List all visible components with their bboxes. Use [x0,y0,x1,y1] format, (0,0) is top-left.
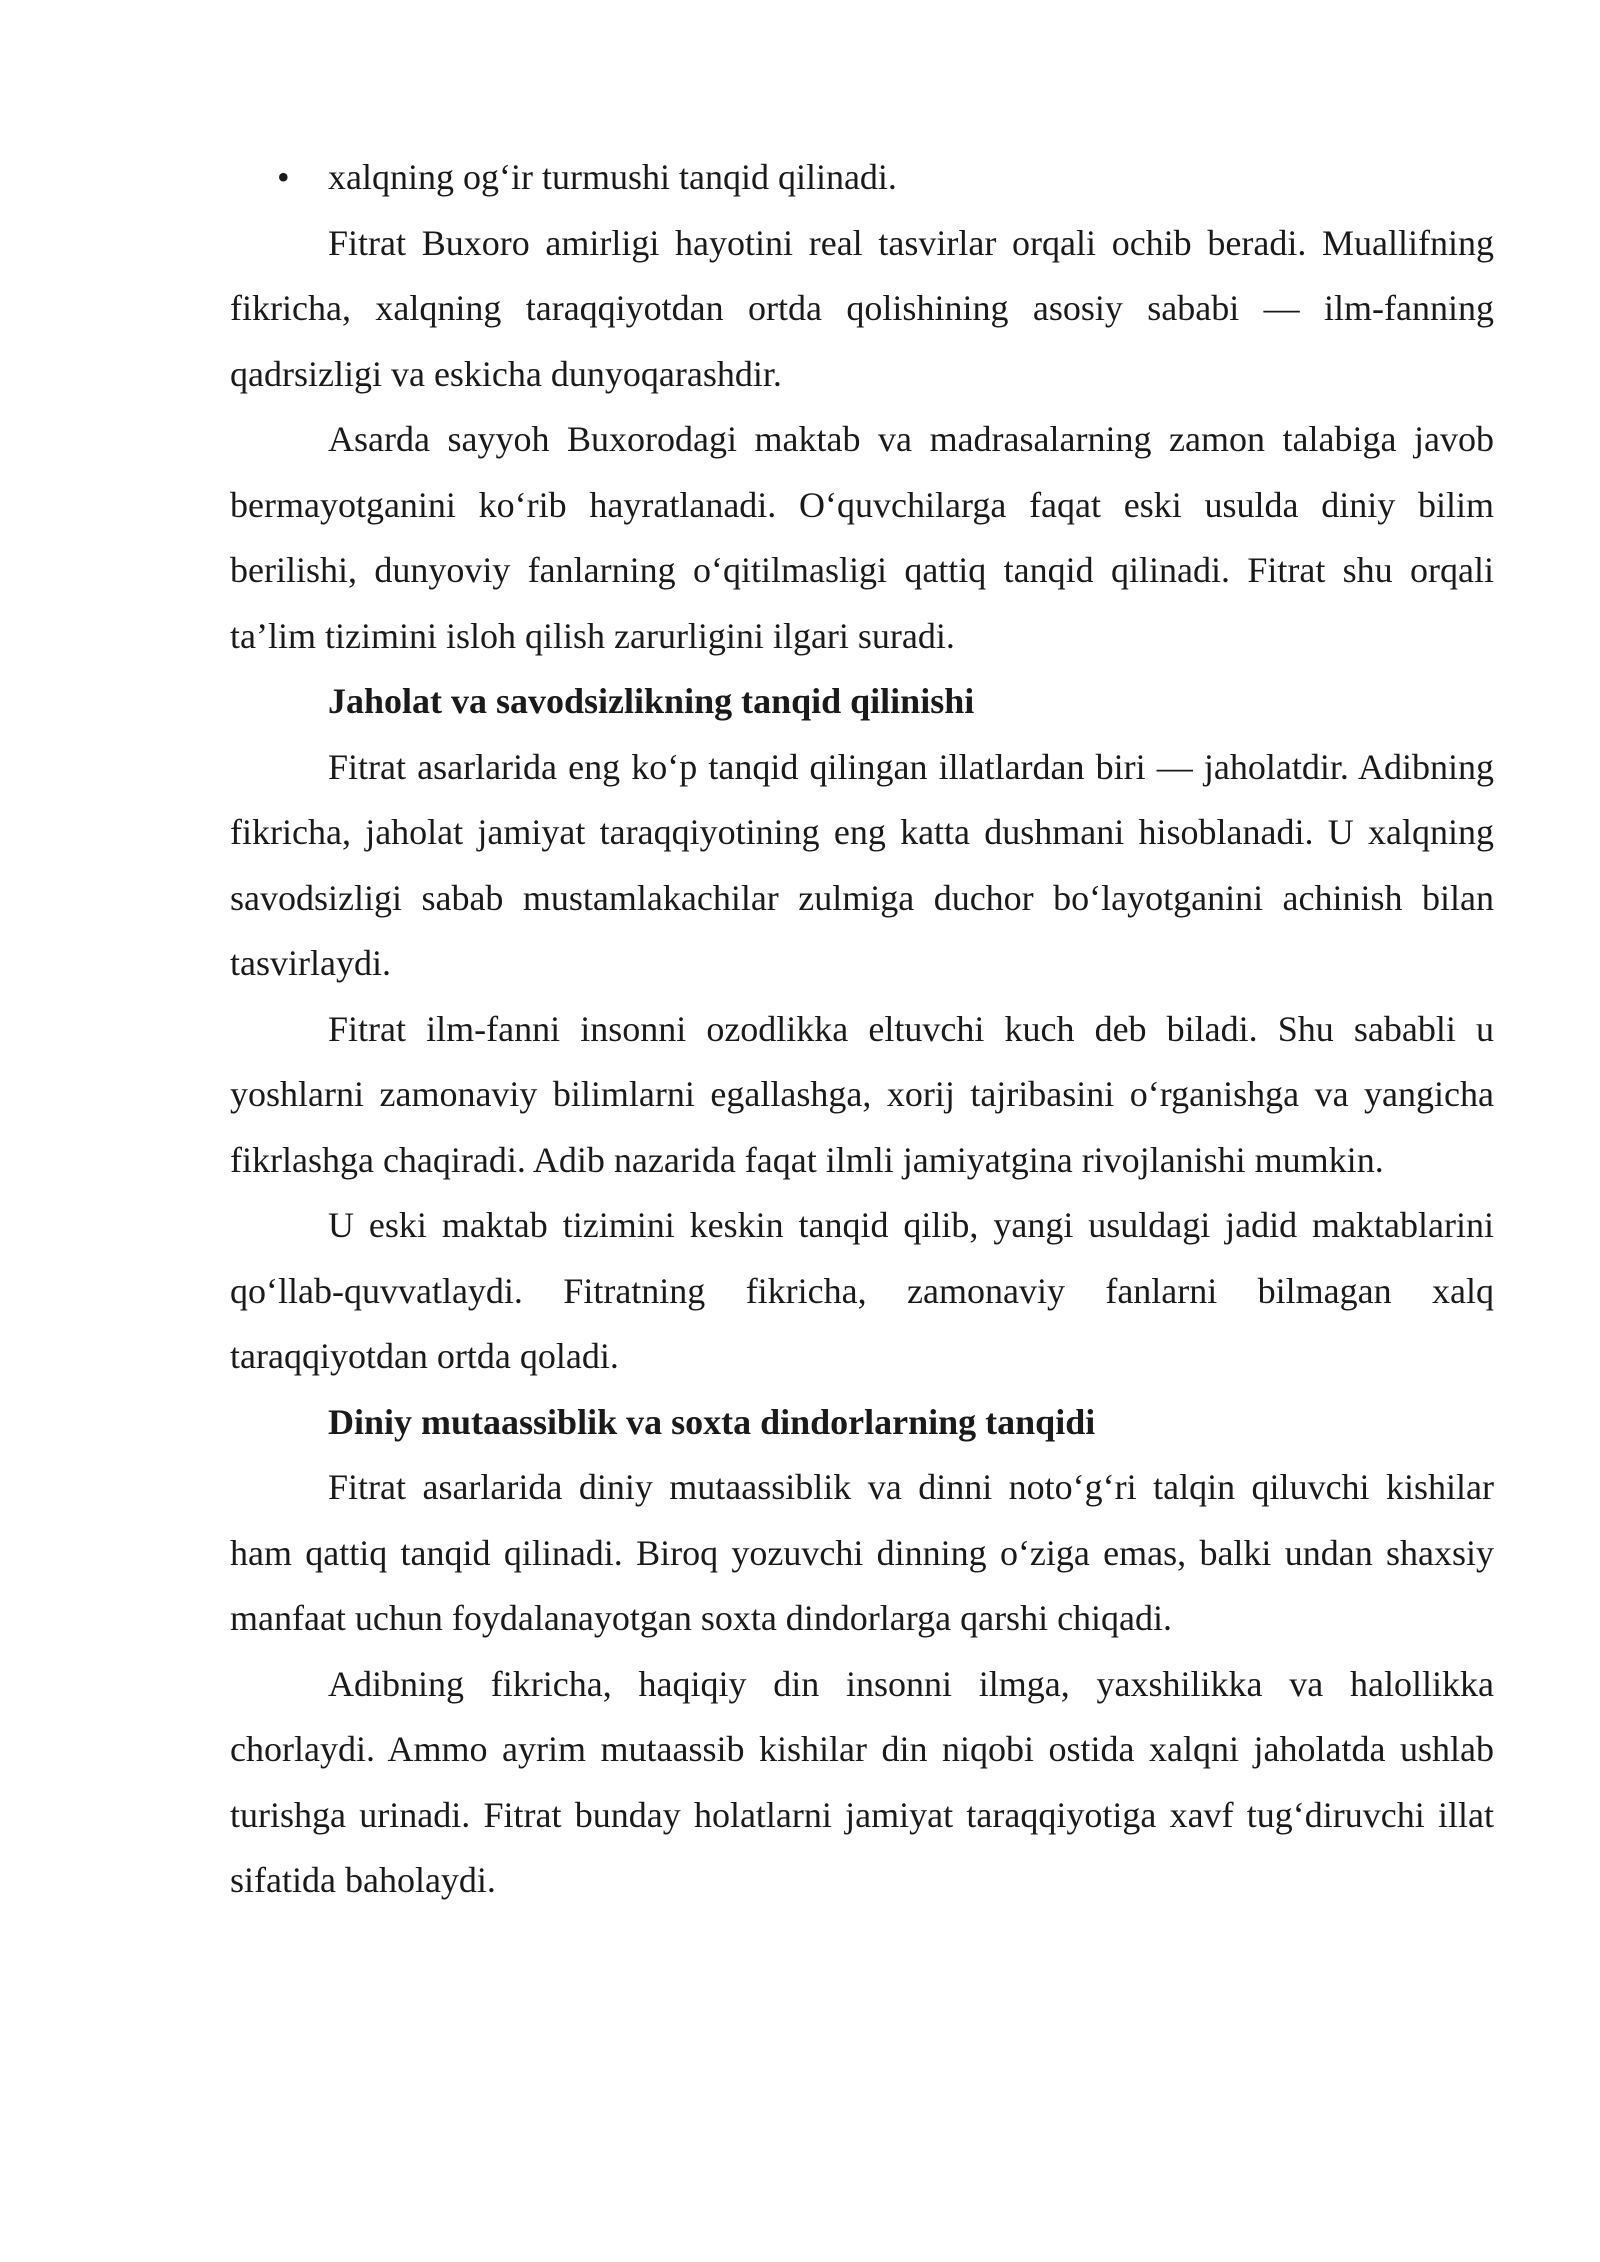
paragraph: Adibning fikricha, haqiqiy din insonni ilmga, yaxshilikka va halollikka chorlaydi. Ammo ayrim mutaassib kishilar din niqobi ostida xalqni jaholatda ushlab turishga urinadi. Fitrat bunday holatlarni jamiyat taraqqiyotiga xavf tug‘diruvchi illat sifatida baholaydi. [230,1663,1494,1900]
bullet-dot-icon: • [277,157,290,197]
paragraph: U eski maktab tizimini keskin tanqid qilib, yangi usuldagi jadid maktablarini qo‘llab-quvvatlaydi. Fitratning fikricha, zamonaviy fanlarni bilmagan xalq taraqqiyotdan ortda qoladi. [230,1205,1494,1376]
paragraph: Fitrat asarlarida eng ko‘p tanqid qilingan illatlardan biri — jaholatdir. Adibning fikricha, jaholat jamiyat taraqqiyotining eng katta dushmani hisoblanadi. U xalqning savodsizligi sabab mustamlakachilar zulmiga duchor bo‘layotganini achinish bilan tasvirlaydi. [230,746,1494,983]
paragraph: Fitrat Buxoro amirligi hayotini real tasvirlar orqali ochib beradi. Muallifning fikricha, xalqning taraqqiyotdan ortda qolishining asosiy sababi — ilm-fanning qadrsizligi va eskicha dunyoqarashdir. [230,222,1494,394]
section-heading: Diniy mutaassiblik va soxta dindorlarning tanqidi [328,1401,1096,1442]
paragraph: Fitrat ilm-fanni insonni ozodlikka eltuvchi kuch deb biladi. Shu sababli u yoshlarni zamonaviy bilimlarni egallashga, xorij tajribasini o‘rganishga va yangicha fikrlashga chaqiradi. Adib nazarida faqat ilmli jamiyatgina rivojlanishi mumkin. [230,1008,1494,1180]
paragraph: Asarda sayyoh Buxorodagi maktab va madrasalarning zamon talabiga javob bermayotganini ko‘rib hayratlanadi. O‘quvchilarga faqat eski usulda diniy bilim berilishi, dunyoviy fanlarning o‘qitilmasligi qattiq tanqid qilinadi. Fitrat shu orqali ta’lim tizimini isloh qilish zarurligini ilgari suradi. [230,419,1494,656]
section-heading: Jaholat va savodsizlikning tanqid qilinishi [328,681,975,721]
bullet-list-item [230,145,1494,211]
document-page [230,145,1494,1914]
bullet-text: xalqning og‘ir turmushi tanqid qilinadi. [328,157,897,197]
paragraph: Fitrat asarlarida diniy mutaassiblik va dinni noto‘g‘ri talqin qiluvchi kishilar ham qattiq tanqid qilinadi. Biroq yozuvchi dinning o‘ziga emas, balki undan shaxsiy manfaat uchun foydalanayotgan soxta dindorlarga qarshi chiqadi. [230,1467,1494,1638]
